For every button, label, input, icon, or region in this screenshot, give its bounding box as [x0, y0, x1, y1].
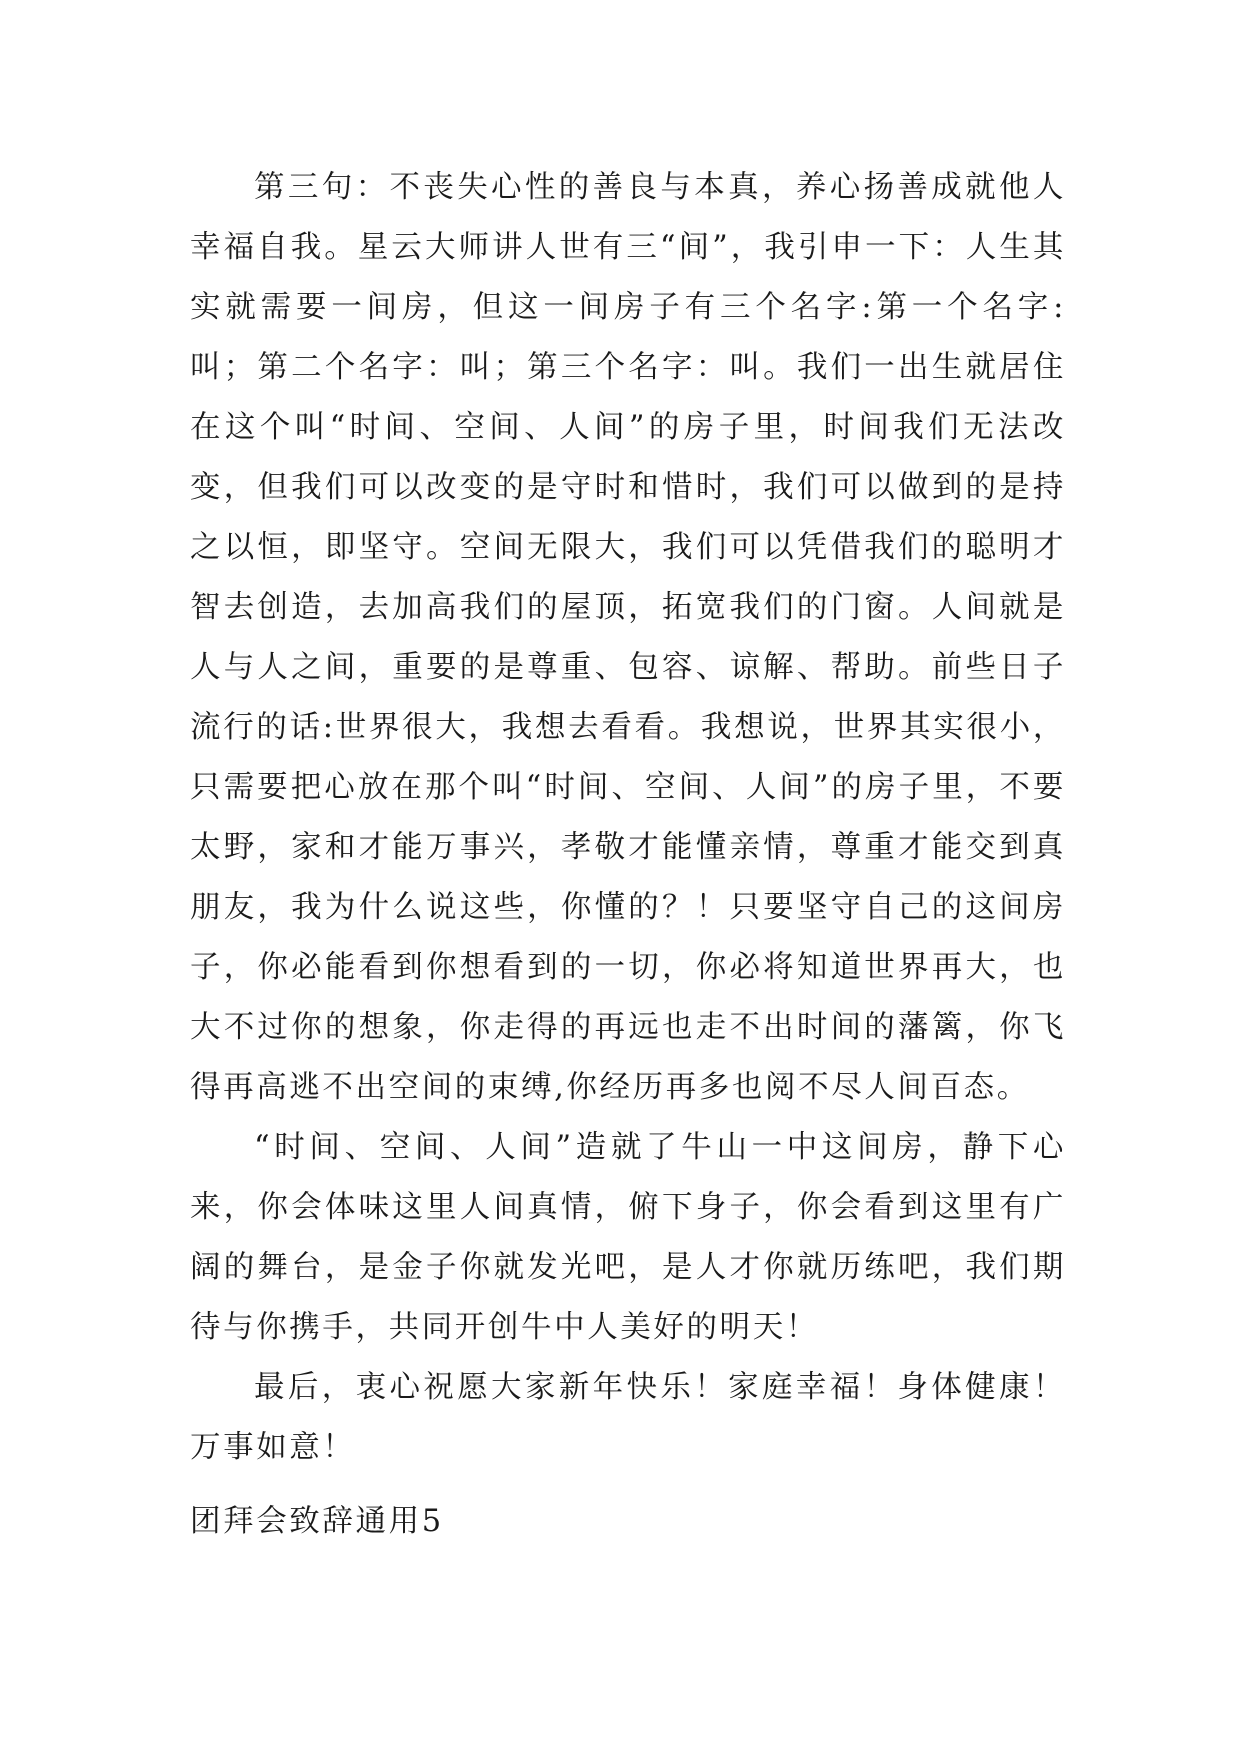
paragraph-school-house: “时间、空间、人间”造就了牛山一中这间房，静下心来，你会体味这里人间真情，俯下身子，你会看到这里有广阔的舞台，是金子你就发光吧，是人才你就历练吧，我们期待与你携手，共同开创牛中人美好的明天！	[190, 1130, 1066, 1345]
paragraph-three-rooms: 第三句：不丧失心性的善良与本真，养心扬善成就他人幸福自我。星云大师讲人世有三“间”，我引申一下：人生其实就需要一间房，但这一间房子有三个名字:第一个名字:叫；第二个名字：叫；第三个名字：叫。我们一出生就居住在这个叫“时间、空间、人间”的房子里，时间我们无法改变，但我们可以改变的是守时和惜时，我们可以做到的是持之以恒，即坚守。空间无限大，我们可以凭借我们的聪明才智去创造，去加高我们的屋顶，拓宽我们的门窗。人间就是人与人之间，重要的是尊重、包容、谅解、帮助。前些日子流行的话:世界很大，我想去看看。我想说，世界其实很小，只需要把心放在那个叫“时间、空间、人间”的房子里，不要太野，家和才能万事兴，孝敬才能懂亲情，尊重才能交到真朋友，我为什么说这些，你懂的？！只要坚守自己的这间房子，你必能看到你想看到的一切，你必将知道世界再大，也大不过你的想象，你走得的再远也走不出时间的藩篱，你飞得再高逃不出空间的束缚,你经历再多也阅不尽人间百态。	[190, 170, 1066, 1105]
document-body	[190, 158, 1066, 1478]
section-heading: 团拜会致辞通用5	[190, 1504, 444, 1539]
paragraph-closing-wishes: 最后，衷心祝愿大家新年快乐！家庭幸福！身体健康！万事如意！	[190, 1370, 1066, 1465]
